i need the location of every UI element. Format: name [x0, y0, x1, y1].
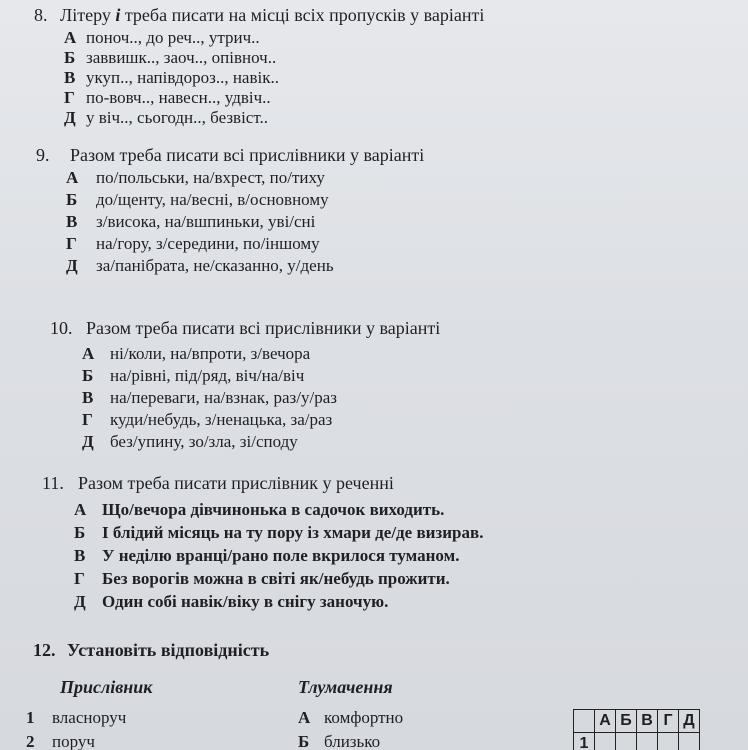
option-letter: Б [74, 523, 86, 542]
question-9-title [36, 145, 424, 166]
option-d [64, 108, 268, 128]
option-text: І блідий місяць на ту пору із хмари де/де визирав. [102, 523, 484, 542]
grid-answer-cell[interactable] [595, 733, 616, 750]
option-letter: Б [82, 366, 94, 385]
option-letter: Г [66, 234, 77, 253]
option-b [74, 523, 483, 543]
option-d [66, 256, 334, 276]
option-text: заввишк.., заоч.., опівноч.. [86, 48, 277, 67]
title-text: Разом треба писати прислівник у реченні [78, 473, 394, 493]
grid-answer-cell[interactable] [658, 733, 679, 750]
row-meaning: близько [324, 732, 381, 750]
option-text: ні/коли, на/впроти, з/вечора [110, 344, 311, 363]
grid-header-cell: Д [679, 710, 700, 733]
grid-header-row [574, 710, 700, 733]
grid-header-cell: А [595, 710, 616, 733]
option-text: Один собі навік/віку в снігу заночую. [102, 592, 389, 611]
option-v [66, 212, 315, 232]
option-a [66, 168, 325, 188]
question-8-title [34, 5, 484, 26]
option-letter: Д [64, 108, 76, 127]
row-number: 1 [26, 708, 35, 727]
option-d [82, 432, 298, 452]
option-letter: Б [64, 48, 76, 67]
question-number: 12. [33, 640, 56, 660]
option-text: без/упину, зо/зла, зі/споду [110, 432, 298, 451]
option-b [82, 366, 304, 386]
option-h [64, 88, 271, 108]
option-text: на/переваги, на/взнак, раз/у/раз [110, 388, 337, 407]
option-letter: В [66, 212, 78, 231]
question-10-title [50, 318, 440, 339]
title-part: треба писати на місці всіх пропусків у варіанті [120, 5, 485, 25]
option-letter: А [74, 500, 87, 519]
option-letter: В [64, 68, 76, 87]
option-a [64, 28, 260, 48]
grid-row [574, 733, 700, 750]
match-right-b [298, 732, 380, 750]
option-h [82, 410, 332, 430]
row-number: 2 [26, 732, 35, 750]
option-text: з/висока, на/вшпиньки, уві/сні [96, 212, 316, 231]
question-number: 8. [34, 5, 48, 25]
option-text: до/щенту, на/весні, в/основному [96, 190, 329, 209]
row-letter: А [298, 708, 311, 727]
option-text: по-вовч.., навесн.., удвіч.. [86, 88, 271, 107]
option-text: У неділю вранці/рано поле вкрилося туманом. [102, 546, 460, 565]
title-text: Установіть відповідність [67, 640, 270, 660]
option-letter: Б [66, 190, 78, 209]
grid-header-cell: Г [658, 710, 679, 733]
question-number: 11. [42, 473, 64, 493]
match-left-2 [26, 732, 95, 750]
option-d [74, 592, 388, 612]
option-a [74, 500, 444, 520]
grid-header-cell: Б [616, 710, 637, 733]
question-number: 10. [50, 318, 73, 338]
option-a [82, 344, 310, 364]
grid-answer-cell[interactable] [637, 733, 658, 750]
grid-row-label: 1 [574, 733, 595, 750]
option-letter: Д [82, 432, 94, 451]
option-v [82, 388, 337, 408]
column-header-adverb: Прислівник [60, 677, 153, 697]
question-number: 9. [36, 145, 50, 165]
grid-answer-cell[interactable] [616, 733, 637, 750]
match-left-1 [26, 708, 126, 728]
option-letter: Г [74, 569, 85, 588]
option-text: Без ворогів можна в світі як/небудь прожити. [102, 569, 450, 588]
option-v [74, 546, 459, 566]
grid-header-cell: В [637, 710, 658, 733]
option-letter: А [64, 28, 77, 47]
option-letter: В [82, 388, 94, 407]
match-right-a [298, 708, 403, 728]
row-meaning: комфортно [324, 708, 404, 727]
option-v [64, 68, 279, 88]
option-text: Що/вечора дівчинонька в садочок виходить. [102, 500, 445, 519]
row-word: поруч [52, 732, 95, 750]
option-letter: Д [74, 592, 86, 611]
option-text: по/польськи, на/вхрест, по/тиху [96, 168, 325, 187]
option-text: на/гору, з/середини, по/іншому [96, 234, 320, 253]
row-word: власноруч [52, 708, 127, 727]
question-11-title [42, 473, 394, 494]
option-text: у віч.., сьогодн.., безвіст.. [86, 108, 268, 127]
grid-answer-cell[interactable] [679, 733, 700, 750]
question-12-title [33, 640, 269, 661]
option-h [66, 234, 320, 254]
row-letter: Б [298, 732, 310, 750]
answer-grid [573, 709, 700, 750]
option-text: куди/небудь, з/ненацька, за/раз [110, 410, 333, 429]
option-letter: В [74, 546, 86, 565]
title-text: Разом треба писати всі прислівники у варіанті [86, 318, 441, 338]
option-letter: Г [64, 88, 75, 107]
option-h [74, 569, 450, 589]
option-text: за/панібрата, не/сказанно, у/день [96, 256, 334, 275]
option-letter: А [82, 344, 95, 363]
grid-corner-cell [574, 710, 595, 733]
option-b [66, 190, 329, 210]
option-letter: А [66, 168, 79, 187]
option-text: поноч.., до реч.., утрич.. [86, 28, 260, 47]
title-text: Разом треба писати всі прислівники у варіанті [70, 145, 425, 165]
option-letter: Г [82, 410, 93, 429]
option-b [64, 48, 276, 68]
column-header-meaning: Тлумачення [298, 677, 393, 697]
title-part: Літеру [60, 5, 116, 25]
option-text: укуп.., напівдороз.., навік.. [86, 68, 279, 87]
option-text: на/рівні, під/ряд, віч/на/віч [110, 366, 305, 385]
title-letter: і [115, 5, 121, 25]
option-letter: Д [66, 256, 78, 275]
